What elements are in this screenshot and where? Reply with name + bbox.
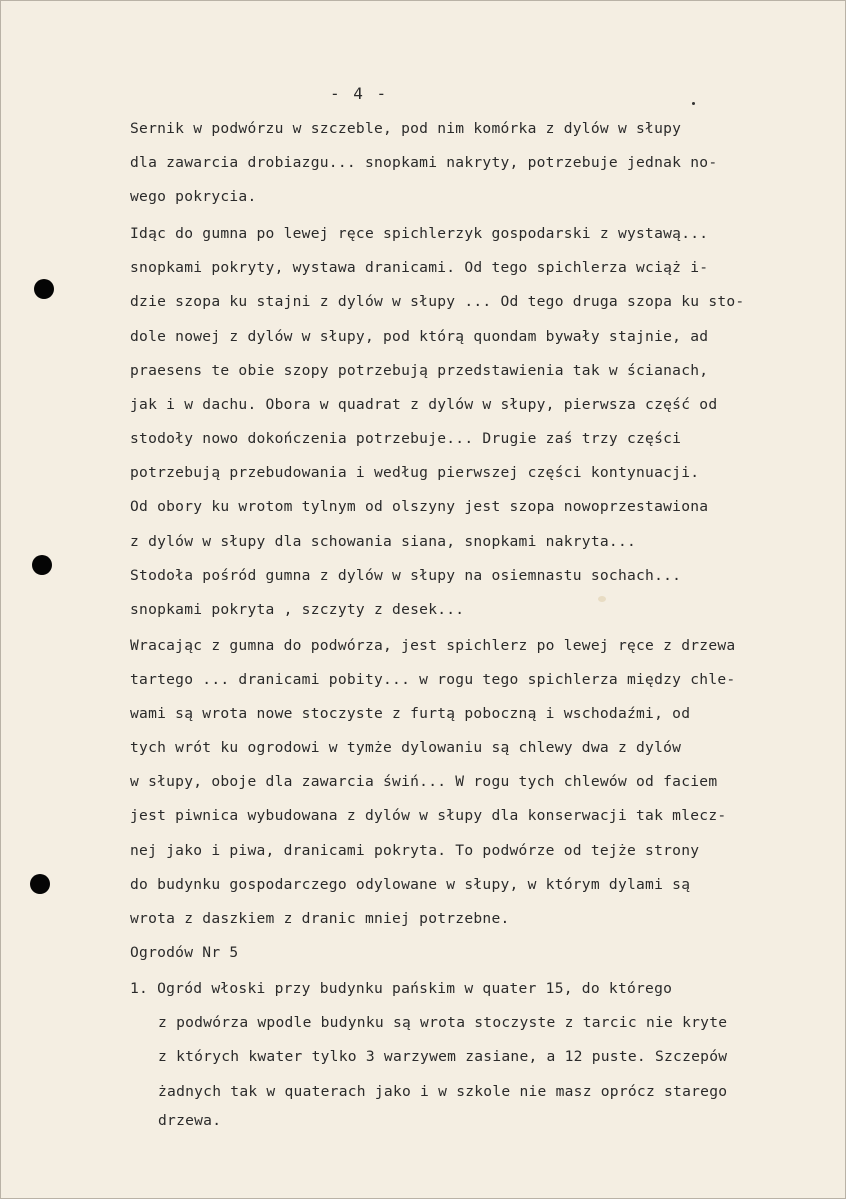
text-line: Stodoła pośród gumna z dylów w słupy na osiemnastu sochach... xyxy=(130,567,682,584)
punch-hole-bottom-icon xyxy=(30,874,50,894)
text-line: praesens te obie szopy potrzebują przedstawienia tak w ścianach, xyxy=(130,362,709,379)
text-line: snopkami pokryty, wystawa dranicami. Od tego spichlerza wciąż i- xyxy=(130,259,709,276)
list-item-continuation: żadnych tak w quaterach jako i w szkole nie masz oprócz starego xyxy=(158,1083,728,1100)
punch-hole-middle-icon xyxy=(32,555,52,575)
text-line: jak i w dachu. Obora w quadrat z dylów w słupy, pierwsza część od xyxy=(130,396,718,413)
document-page: - 4 - Sernik w podwórzu w szczeble, pod nim komórka z dylów w słupy dla zawarcia drobiazgu... snopkami nakryty, potrzebuje jednak no- wego pokrycia. Idąc do gumna po lewej ręce spichlerzyk gospodarski z wystawą... snopkami pokryty, wystawa dranicami. Od tego spichlerza wciąż i- dzie szopa ku stajni z dylów w słupy ... Od tego druga szopa ku sto- dole nowej z dylów w słupy, pod którą quondam bywały stajnie, ad praesens te obie szopy potrzebują przedstawienia tak w ścianach, jak i w dachu. Obora w quadrat z dylów w słupy, pierwsza część od stodoły nowo dokończenia potrzebuje... Drugie zaś trzy części potrzebują przebudowania i według pierwszej części kontynuacji. Od obory ku wrotom tylnym od olszyny jest szopa nowoprzestawiona z dylów w słupy dla schowania siana, snopkami nakryta... Stodoła pośród gumna z dylów w słupy na osiemnastu sochach... snopkami pokryta , szczyty z desek... Wracając z gumna do podwórza, jest spichlerz po lewej ręce z drzewa tartego ... dranicami pobity... w rogu tego spichlerza między chle- wami są wrota nowe stoczyste z furtą poboczną i wschodaźmi, od tych wrót ku ogrodowi w tymże dylowaniu są chlewy dwa z dylów w słupy, oboje dla zawarcia świń... W rogu tych chlewów od faciem jest piwnica wybudowana z dylów w słupy dla konserwacji tak mlecz- nej jako i piwa, dranicami pokryta. To podwórze od tejże strony do budynku gospodarczego odylowane w słupy, w którym dylami są wrota z daszkiem z dranic mniej potrzebne. Ogrodów Nr 5 1. Ogród włoski przy budynku pańskim w quater 15, do którego z podwórza wpodle budynku są wrota stoczyste z tarcic nie kryte z których kwater tylko 3 warzywem zasiane, a 12 puste. Szczepów żadnych tak w quaterach jako i w szkole nie masz oprócz starego drzewa. xyxy=(0,0,846,1199)
text-line: w słupy, oboje dla zawarcia świń... W rogu tych chlewów od faciem xyxy=(130,773,718,790)
text-line: snopkami pokryta , szczyty z desek... xyxy=(130,601,465,618)
text-line: do budynku gospodarczego odylowane w słupy, w którym dylami są xyxy=(130,876,691,893)
text-line: stodoły nowo dokończenia potrzebuje... Drugie zaś trzy części xyxy=(130,430,682,447)
text-line: wami są wrota nowe stoczyste z furtą poboczną i wschodaźmi, od xyxy=(130,705,691,722)
list-item: 1. Ogród włoski przy budynku pańskim w quater 15, do którego xyxy=(130,980,673,997)
list-item-continuation: drzewa. xyxy=(158,1112,222,1129)
text-line: Sernik w podwórzu w szczeble, pod nim komórka z dylów w słupy xyxy=(130,120,682,137)
text-line: dla zawarcia drobiazgu... snopkami nakryty, potrzebuje jednak no- xyxy=(130,154,718,171)
punch-hole-top-icon xyxy=(34,279,54,299)
text-line: wrota z daszkiem z dranic mniej potrzebne. xyxy=(130,910,510,927)
text-line: Wracając z gumna do podwórza, jest spichlerz po lewej ręce z drzewa xyxy=(130,637,736,654)
text-line: tartego ... dranicami pobity... w rogu tego spichlerza między chle- xyxy=(130,671,736,688)
ink-speck-icon xyxy=(692,102,695,105)
text-line: Idąc do gumna po lewej ręce spichlerzyk gospodarski z wystawą... xyxy=(130,225,709,242)
text-line: z dylów w słupy dla schowania siana, snopkami nakryta... xyxy=(130,533,637,550)
text-line: Od obory ku wrotom tylnym od olszyny jest szopa nowoprzestawiona xyxy=(130,498,709,515)
section-heading: Ogrodów Nr 5 xyxy=(130,944,239,961)
text-line: dzie szopa ku stajni z dylów w słupy ... Od tego druga szopa ku sto- xyxy=(130,293,745,310)
text-line: tych wrót ku ogrodowi w tymże dylowaniu są chlewy dwa z dylów xyxy=(130,739,682,756)
text-line: dole nowej z dylów w słupy, pod którą quondam bywały stajnie, ad xyxy=(130,328,709,345)
list-item-continuation: z których kwater tylko 3 warzywem zasiane, a 12 puste. Szczepów xyxy=(158,1048,728,1065)
text-line: wego pokrycia. xyxy=(130,188,257,205)
text-line: jest piwnica wybudowana z dylów w słupy dla konserwacji tak mlecz- xyxy=(130,807,727,824)
text-line: potrzebują przebudowania i według pierwszej części kontynuacji. xyxy=(130,464,700,481)
text-line: nej jako i piwa, dranicami pokryta. To podwórze od tejże strony xyxy=(130,842,700,859)
paper-stain-icon xyxy=(598,596,606,602)
list-item-continuation: z podwórza wpodle budynku są wrota stoczyste z tarcic nie kryte xyxy=(158,1014,728,1031)
